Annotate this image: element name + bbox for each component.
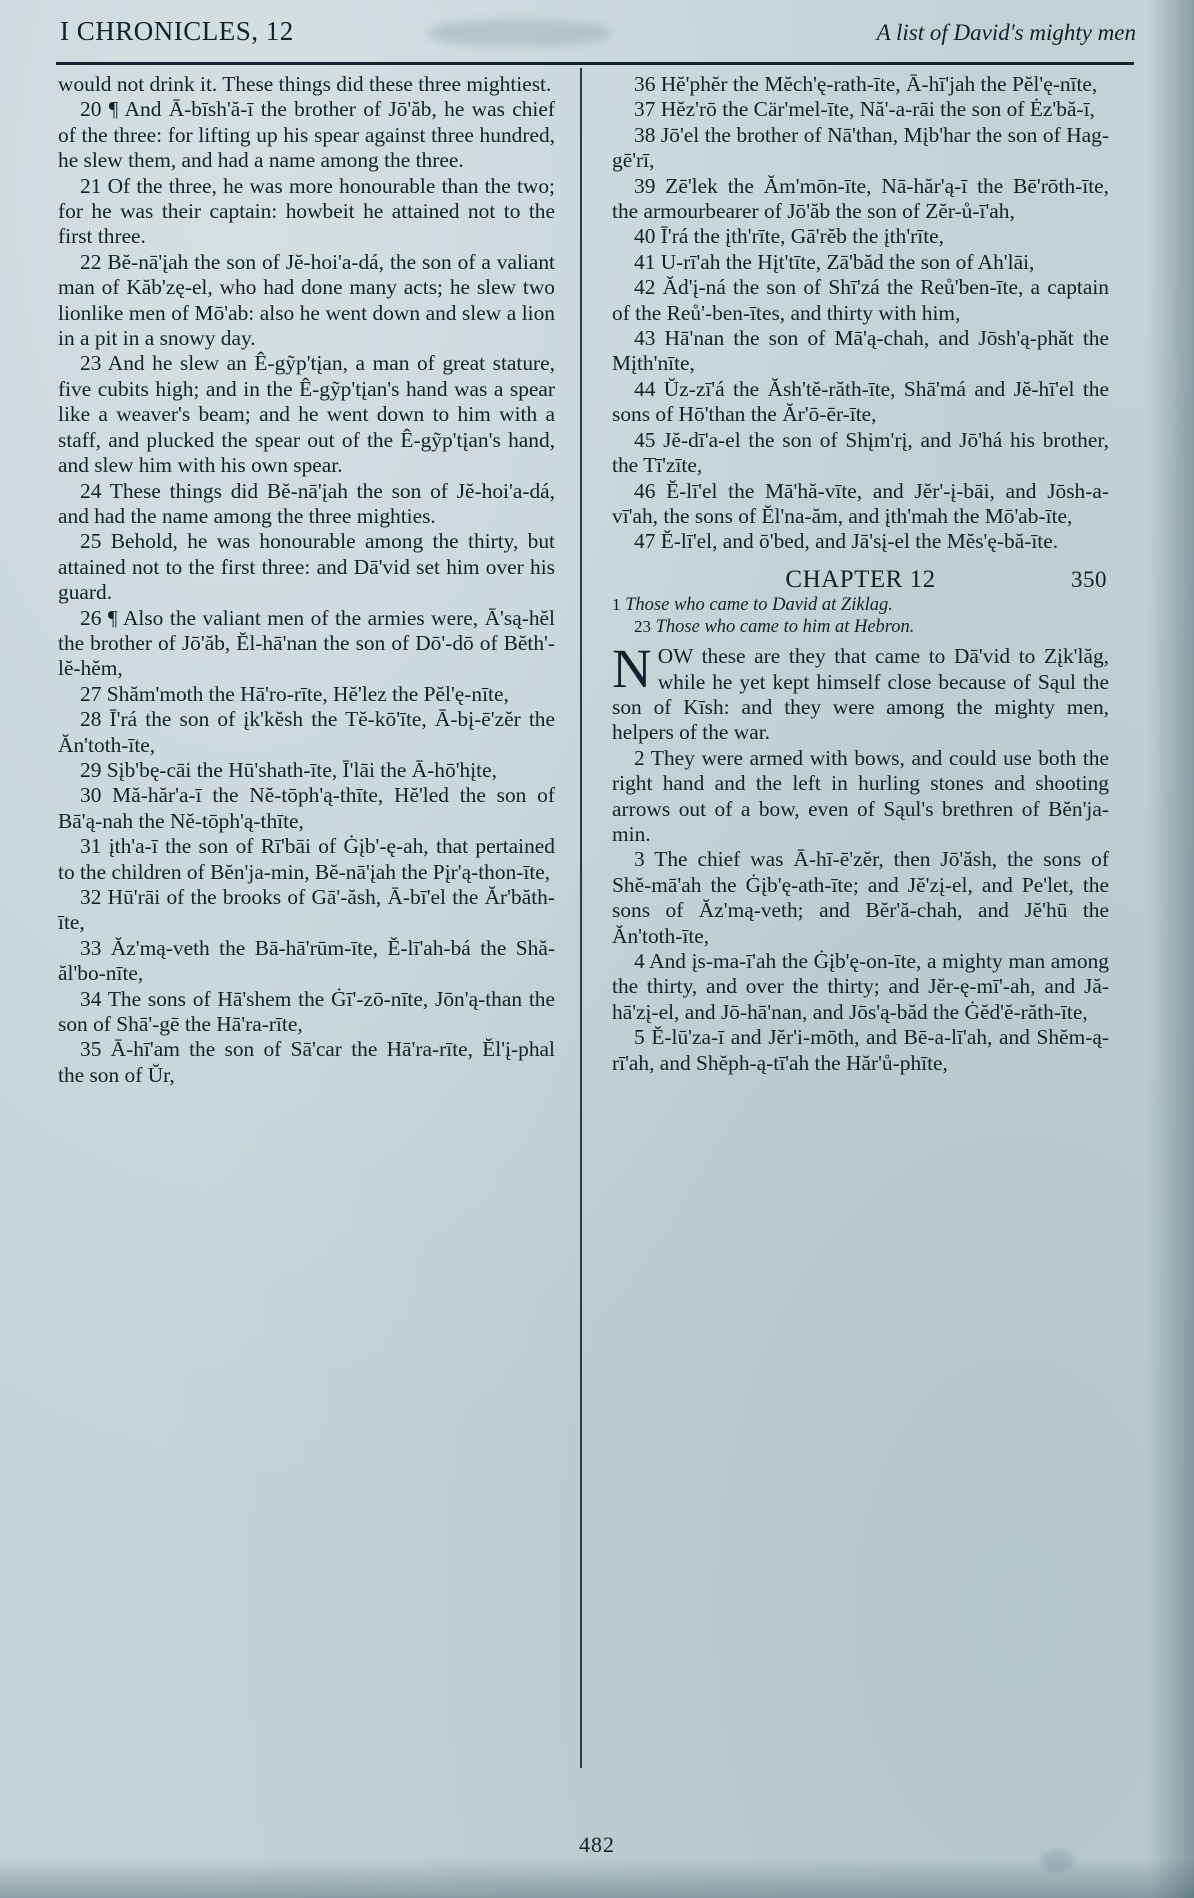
paragraph: 41 U-rī'ah the Hįt'tīte, Zā'băd the son of Ah'lāi, (634, 249, 1035, 274)
paragraph: 36 Hĕ'phĕr the Mĕch'ę-rath-īte, Ā-hī'jah the Pĕl'ę-nīte, (634, 72, 1098, 96)
summary-text: Those who came to him at Hebron. (655, 617, 915, 638)
chapter-summary-line (612, 594, 1109, 616)
paragraph: 4 And įs-ma-ī'ah the Ġįb'ę-on-īte, a mighty man among the thirty, and over the thirty; and Jĕr-ę-mī'-ah, and Jă-hā'zį-el, and Jō-hā'nan, and Jōs'ą-băd the Ġĕd'ĕ-răth-īte, (612, 949, 1109, 1024)
column-divider (580, 68, 582, 1768)
paragraph: 27 Shăm'moth the Hā'ro-rīte, Hĕ'lez the Pĕl'ę-nīte, (80, 681, 509, 706)
paragraph: 23 And he slew an Ê-gỹp'tįan, a man of great stature, five cubits high; and in the Ê-gỹp'tįan's hand was a spear like a weaver's beam; and he went down to him with a staff, and plucked the spear out of the Ê-gỹp'tįan's hand, and slew him with his own spear. (58, 351, 555, 478)
paragraph: 30 Mă-hăr'a-ī the Nĕ-tōph'ą-thīte, Hĕ'led the son of Bā'ą-nah the Nĕ-tōph'ą-thīte, (58, 783, 555, 833)
paragraph: 42 Ăd'į-ná the son of Shī'zá the Reů'ben-īte, a captain of the Reů'-ben-ītes, and thirty with him, (612, 275, 1109, 325)
left-column (58, 72, 555, 1088)
paragraph: 43 Hā'nan the son of Mā'ą-chah, and Jōsh'ą-phăt the Mįth'nīte, (612, 326, 1109, 376)
paragraph: 31 įth'a-ī the son of Rī'bāi of Ġįb'-ę-ah, that pertained to the children of Bĕn'ja-min, Bĕ-nā'įah the Pįr'ą-thon-īte, (58, 834, 555, 884)
right-column (612, 72, 1109, 1076)
header-rule (56, 62, 1134, 65)
paragraph: 26 ¶ Also the valiant men of the armies were, Ā'są-hĕl the brother of Jō'ăb, Ĕl-hā'nan the son of Dō'-dō of Bĕth'-lĕ-hĕm, (58, 605, 555, 681)
chapter-heading-label: CHAPTER 12 (785, 565, 936, 593)
paragraph: 24 These things did Bĕ-nā'įah the son of Jĕ-hoi'a-dá, and had the name among the three mighties. (58, 478, 555, 528)
paragraph: 20 ¶ And Ā-bīsh'ă-ī the brother of Jō'ăb, he was chief of the three: for lifting up his spear against three hundred, he slew them, and had a name among the three. (58, 97, 555, 173)
paragraph: 21 Of the three, he was more honourable than the two; for he was their captain: howbeit he attained not to the first three. (58, 173, 555, 249)
page-bottom-shadow (0, 1858, 1194, 1898)
paragraph: 3 The chief was Ā-hī-ē'zĕr, then Jō'ăsh, the sons of Shĕ-mā'ah the Ġįb'ę-ath-īte; and Jĕ'zį-el, and Pe'let, the sons of Ăz'mą-veth; and Bĕr'ă-chah, and Jĕ'hū the Ăn'toth-īte, (612, 847, 1109, 948)
paragraph: 32 Hū'rāi of the brooks of Gā'-ăsh, Ā-bī'el the Ăr'băth-īte, (58, 885, 555, 935)
paragraph: 37 Hĕz'rō the Cär'mel-īte, Nă'-a-rāi the son of Ėz'bă-ī, (634, 97, 1095, 122)
chapter-page-number: 350 (1071, 566, 1107, 592)
running-head-description: A list of David's mighty men (876, 20, 1136, 45)
chapter-heading (612, 567, 1109, 592)
paragraph: 35 Ā-hī'am the son of Sā'car the Hā'ra-rīte, Ĕl'į-phal the son of Ŭr, (58, 1037, 555, 1087)
paragraph: 39 Zē'lek the Ăm'mōn-īte, Nā-hăr'ą-ī the Bē'rōth-īte, the armourbearer of Jō'ăb the son of Zĕr-ů-ī'ah, (612, 173, 1109, 224)
paragraph: 5 Ĕ-lū'za-ī and Jĕr'i-mōth, and Bē-a-lī'ah, and Shĕm-ą-rī'ah, and Shĕph-ą-tī'ah the Hăr'ů-phīte, (612, 1025, 1109, 1075)
drop-cap: N (612, 638, 652, 700)
chapter-summary-line (612, 616, 1109, 638)
paragraph: 25 Behold, he was honourable among the thirty, but attained not to the first three: and Dā'vid set him over his guard. (58, 529, 555, 605)
paragraph: would not drink it. These things did these three mightiest. (58, 72, 552, 96)
summary-verse-number: 23 (634, 617, 651, 637)
paragraph: 28 Ī'rá the son of įk'kĕsh the Tĕ-kō'īte, Ā-bį-ē'zĕr the Ăn'toth-īte, (58, 707, 555, 757)
paragraph: 44 Ŭz-zī'á the Ăsh'tĕ-răth-īte, Shā'má and Jĕ-hī'el the sons of Hō'than the Ăr'ō-ēr-īte, (612, 376, 1109, 427)
paragraph: 46 Ĕ-lī'el the Mā'hă-vīte, and Jĕr'-į-bāi, and Jōsh-a-vī'ah, the sons of Ĕl'na-ăm, and įth'mah the Mō'ab-īte, (612, 478, 1109, 528)
paragraph: 29 Sįb'bę-cāi the Hū'shath-īte, Ī'lāi the Ā-hō'hįte, (80, 757, 497, 782)
paragraph: 2 They were armed with bows, and could use both the right hand and the left in hurling stones and shooting arrows out of a bow, even of Sąul's brethren of Bĕn'ja-min. (612, 745, 1109, 846)
page-folio-number: 482 (579, 1832, 615, 1857)
running-head-book: I CHRONICLES, 12 (60, 16, 294, 46)
chapter-opening-paragraph (612, 638, 1109, 746)
page-content (52, 14, 1142, 1880)
paragraph: 40 Ī'rá the įth'rīte, Gā'rĕb the įth'rīte, (634, 224, 945, 249)
paragraph: 45 Jĕ-dī'a-el the son of Shįm'rį, and Jō'há his brother, the Tī'zīte, (612, 427, 1109, 478)
text-columns (52, 72, 1142, 1812)
page-edge-shadow (1148, 0, 1194, 1898)
paragraph: 22 Bĕ-nā'įah the son of Jĕ-hoi'a-dá, the son of a valiant man of Kăb'zę-el, who had done many acts; he slew two lionlike men of Mō'ab: also he went down and slew a lion in a pit in a snowy day. (58, 249, 555, 351)
summary-text: Those who came to David at Ziklag. (625, 595, 893, 616)
summary-verse-number: 1 (612, 595, 621, 615)
paragraph: 47 Ĕ-lī'el, and ō'bed, and Jā'sį-el the Mĕs'ę-bă-īte. (634, 529, 1059, 554)
paragraph: 38 Jō'el the brother of Nā'than, Mįb'har the son of Hag-gē'rī, (612, 122, 1109, 173)
chapter-opening-text: OW these are they that came to Dā'vid to Zįk'lăg, while he yet kept himself close because of Sąul the son of Kīsh: and they were among the mighty men, helpers of the war. (612, 644, 1109, 745)
running-head (52, 14, 1142, 60)
paragraph: 33 Ăz'mą-veth the Bā-hā'rūm-īte, Ĕ-lī'ah-bá the Shă-ăl'bo-nīte, (58, 935, 555, 986)
paragraph: 34 The sons of Hā'shem the Ġī'-zō-nīte, Jōn'ą-than the son of Shā'-gē the Hā'ra-rīte, (58, 986, 555, 1037)
